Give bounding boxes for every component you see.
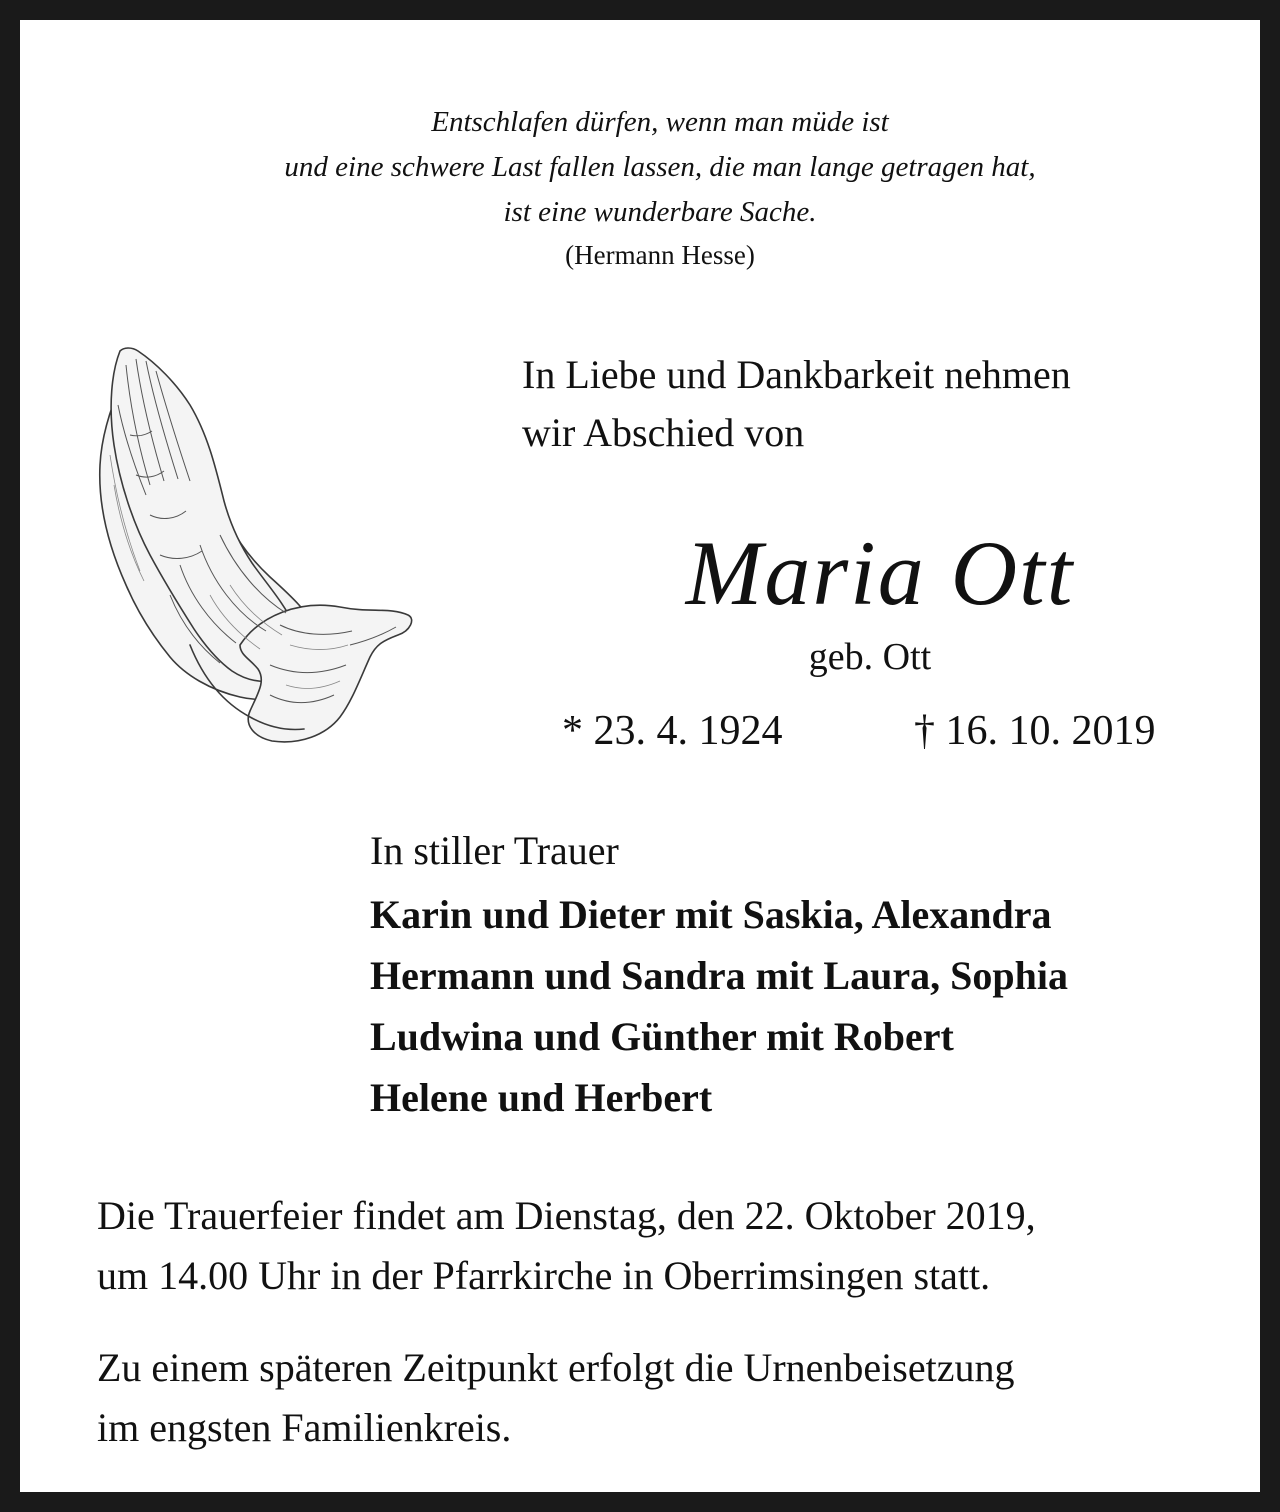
- birth-date: * 23. 4. 1924: [562, 708, 783, 754]
- mourning-heading: In stiller Trauer: [370, 828, 619, 873]
- mourner-name: Ludwina und Günther mit Robert: [370, 1014, 954, 1059]
- service-info: [97, 1186, 1036, 1306]
- intro-line: In Liebe und Dankbarkeit nehmen: [522, 352, 1071, 397]
- service-line: Die Trauerfeier findet am Dienstag, den 22. Oktober 2019,: [97, 1193, 1036, 1238]
- death-date: † 16. 10. 2019: [914, 708, 1156, 754]
- quote-line: Entschlafen dürfen, wenn man müde ist: [431, 106, 889, 138]
- deceased-name: Maria Ott: [685, 522, 1075, 624]
- quote-author: (Hermann Hesse): [565, 240, 755, 270]
- quote: [80, 100, 1240, 235]
- mourner-name: Hermann und Sandra mit Laura, Sophia: [370, 953, 1068, 998]
- mourner-list: [370, 884, 1068, 1128]
- burial-line: Zu einem späteren Zeitpunkt erfolgt die Urnenbeisetzung: [97, 1345, 1015, 1390]
- service-line: um 14.00 Uhr in der Pfarrkirche in Oberrimsingen statt.: [97, 1253, 991, 1298]
- burial-line: im engsten Familienkreis.: [97, 1405, 512, 1450]
- intro-line: wir Abschied von: [522, 410, 805, 455]
- quote-line: und eine schwere Last fallen lassen, die man lange getragen hat,: [284, 151, 1036, 183]
- intro-text: [522, 346, 1242, 462]
- burial-info: [97, 1338, 1014, 1458]
- quote-line: ist eine wunderbare Sache.: [503, 196, 817, 228]
- mourner-name: Karin und Dieter mit Saskia, Alexandra: [370, 892, 1052, 937]
- maiden-name: geb. Ott: [808, 636, 932, 678]
- mourner-name: Helene und Herbert: [370, 1075, 713, 1120]
- praying-hands-icon: [90, 345, 420, 755]
